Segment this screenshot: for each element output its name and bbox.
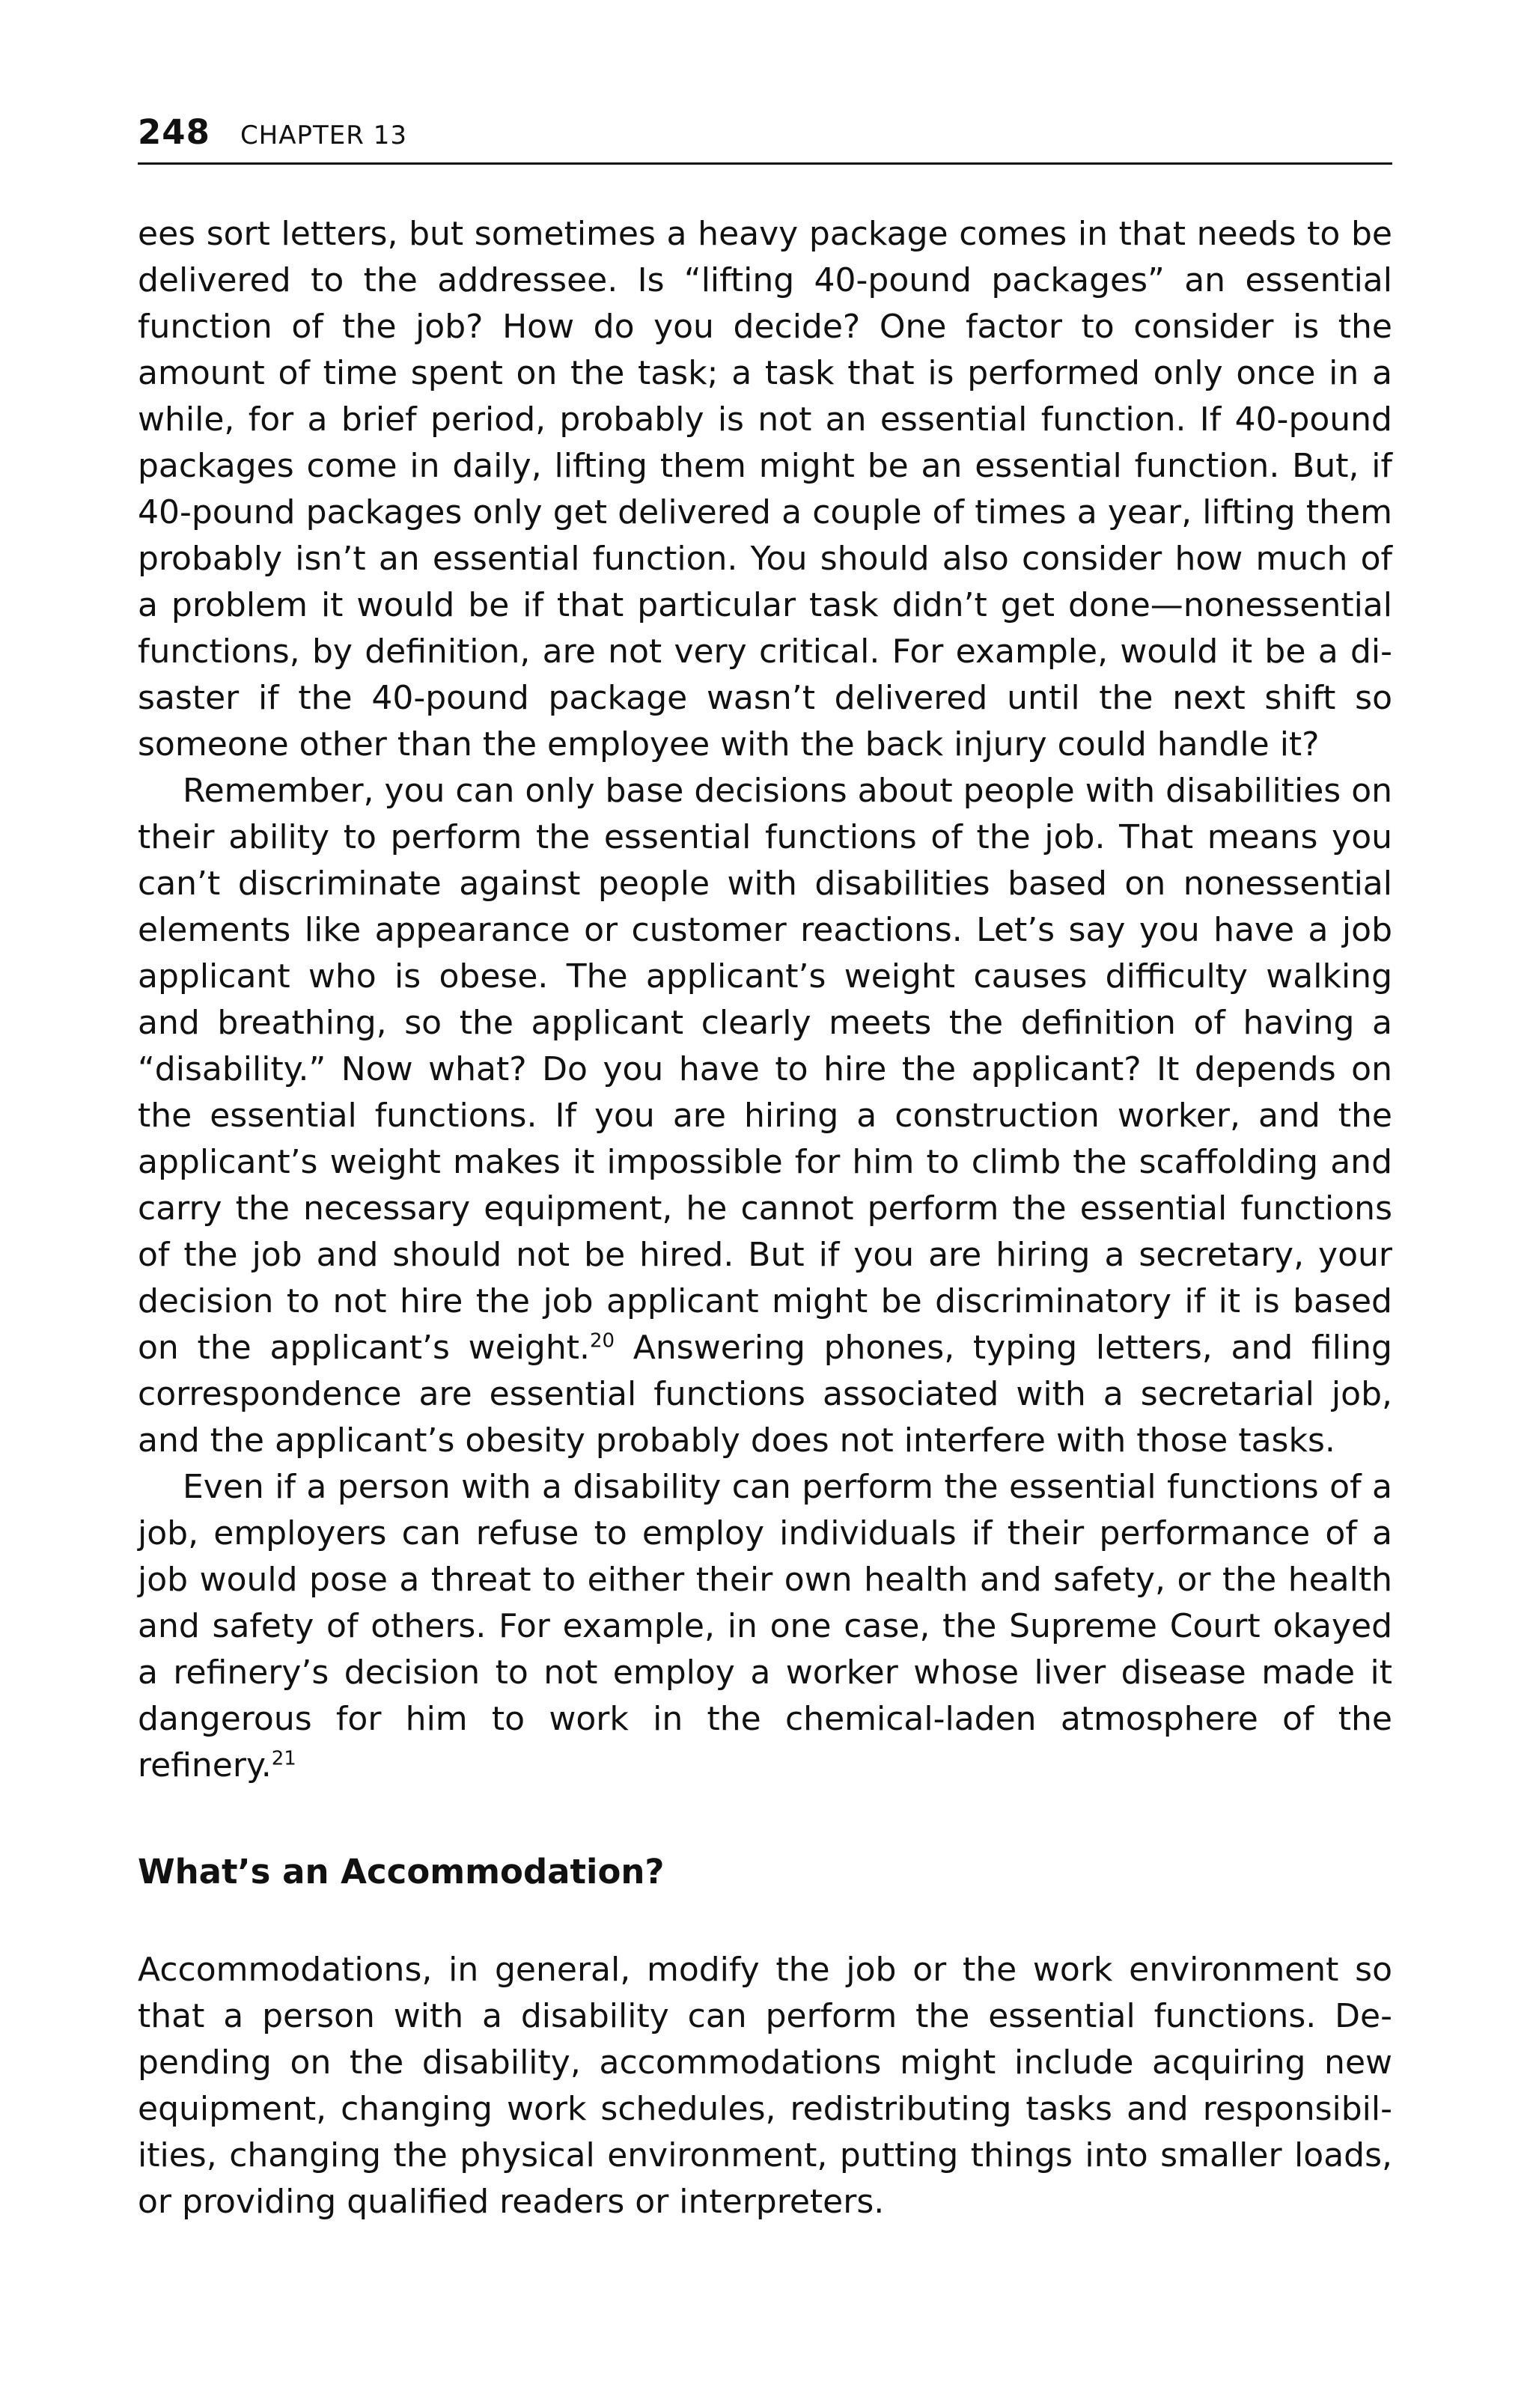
section-heading: What’s an Accommodation? bbox=[138, 1852, 665, 1892]
paragraph-continued: ees sort letters, but sometimes a heavy package comes in that needs to be delivered to the addressee. Is “lifting 40-pound packages” an essential function of the job? How do you decide? One factor to consider is the amount of time spent on the task; a task that is performed only once in a while, for a brief period, probably is not an essential function. If 40-pound packages come in daily, lifting them might be an essential function. But, if 40-pound packages only get delivered a couple of times a year, lifting them probably isn’t an essential function. You should also consider how much of a problem it would be if that particular task didn’t get done—nonessential functions, by definition, are not very critical. For example, would it be a disaster if the 40-pound package wasn’t delivered until the next shift so someone other than the employee with the back injury could handle it? bbox=[138, 215, 1392, 763]
footnote-ref-21: 21 bbox=[271, 1747, 296, 1770]
book-page bbox=[138, 112, 1392, 2225]
paragraph-health-safety bbox=[138, 1464, 1392, 1789]
paragraph-text: Answering phones, typing letters, and filing correspondence are essential functions associated with a secretarial job, and the applicant’s obesity probably does not interfere with those tasks. bbox=[138, 1329, 1392, 1460]
paragraph-text: Remember, you can only base decisions about people with disabilities on their ability to perform the essential functions of the job. That means you can’t discriminate against people with disabilities based on nonessential elements like appearance or customer reactions. Let’s say you have a job applicant who is obese. The applicant’s weight causes difficulty walking and breathing, so the applicant clearly meets the definition of having a “disability.” Now what? Do you have to hire the applicant? It depends on the essential functions. If you are hiring a construction worker, and the applicant’s weight makes it impossible for him to climb the scaffolding and carry the necessary equipment, he cannot perform the essential functions of the job and should not be hired. But if you are hiring a secretary, your decision to not hire the job applicant might be discriminatory if it is based on the applicant’s weight. bbox=[138, 772, 1392, 1367]
page-header bbox=[138, 112, 1392, 165]
paragraph-essential-functions bbox=[138, 768, 1392, 1464]
page-number: 248 bbox=[138, 112, 210, 152]
paragraph-accommodations: Accommodations, in general, modify the job or the work environment so that a person with a disability can perform the essential functions. Depending on the disability, accommodations might include acquiring new equipment, changing work schedules, redistributing tasks and responsibilities, changing the physical environment, putting things into smaller loads, or providing qualified readers or interpreters. bbox=[138, 1951, 1392, 2221]
paragraph-text: Even if a person with a disability can perform the essential functions of a job, employers can refuse to employ individuals if their performance of a job would pose a threat to either their own health and safety, or the health and safety of others. For example, in one case, the Supreme Court okayed a refinery’s decision to not employ a worker whose liver disease made it dangerous for him to work in the chemical-laden atmosphere of the refinery. bbox=[138, 1468, 1392, 1784]
running-head: CHAPTER 13 bbox=[240, 121, 407, 150]
footnote-ref-20: 20 bbox=[589, 1329, 615, 1353]
